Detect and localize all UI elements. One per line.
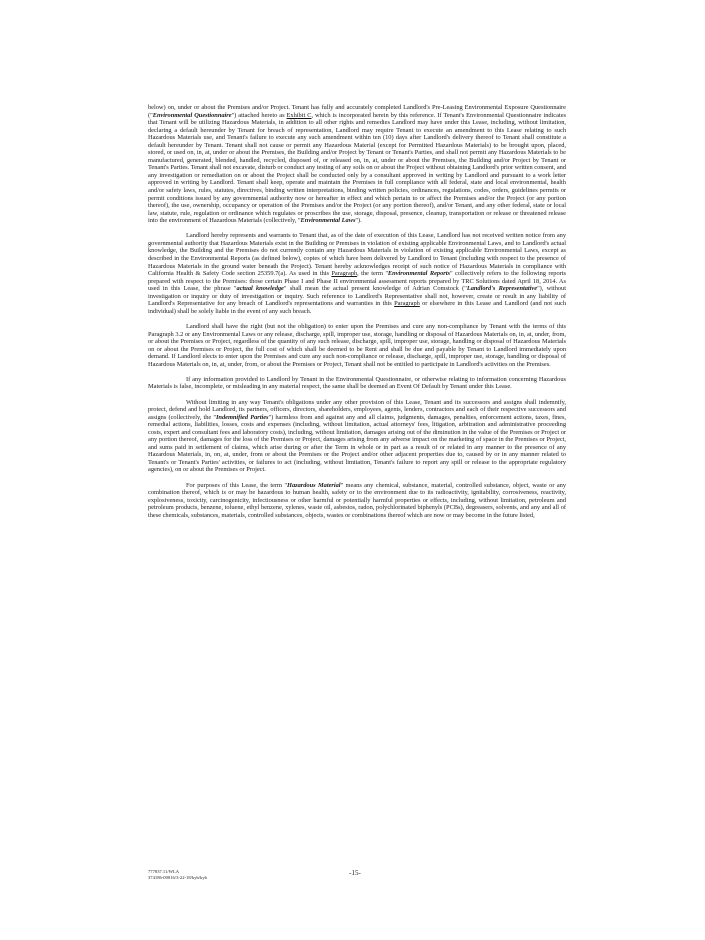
document-id-line: 777837.11/WLA	[148, 869, 180, 874]
paragraph-false-information: If any information provided to Landlord by Tenant in the Environmental Questionnaire, or otherwise relating to information concerning Hazardous Materials is false, incomplete, or misleading in any material respect, the same shall be deemed an Event Of Default by Tenant under this Lease.	[148, 375, 566, 391]
defined-term: Environmental Questionnaire	[152, 111, 232, 119]
paragraph-indemnification: Without limiting in any way Tenant's obligations under any other provision of this Lease, Tenant and its successors and assigns shall indemnify, protect, defend and hold Landlord, its partners, officers, directors, shareholders, employees, agents, lenders, contractors and each of their respective successors and assigns (collectively, the "Indemnified Parties") harmless from and against any and all claims, judgments, damages, penalties, enforcement actions, taxes, fines, remedial actions, liabilities, losses, costs and expenses (including, without limitation, actual attorneys' fees, litigation, arbitration and administrative proceeding costs, expert and consultant fees and laboratory costs), including, without limitation, damages arising out of the diminution in the value of the Premises or Project or any portion thereof, damages for the loss of the Premises or Project, damages arising from any adverse impact on the marketing of space in the Premises or Project, and sums paid in settlement of claims, which arise during or after the Term in whole or in part as a result of or related in any manner to the presence of any Hazardous Materials, in, on, at, under, from or about the Premises or the Project and/or other adjacent properties due to, caused by or in any manner related to Tenant's or Tenant's Parties' activities, or failures to act (including, without limitation, Tenant's failure to report any spill or release to the appropriate regulatory agencies), on or about the Premises or Project.	[148, 398, 566, 474]
defined-term: Environmental Laws	[300, 217, 356, 225]
exhibit-c-reference: Exhibit C	[286, 111, 312, 119]
paragraph-environmental-laws: below) on, under or about the Premises and/or Project. Tenant has fully and accurately completed Landlord's Pre-Leasing Environmental Exposure Questionnaire ("Environmental Questionnaire") attached hereto as Exhibit C, which is incorporated herein by this reference. If Tenant's Environmental Questionnaire indicates that Tenant will be utilizing Hazardous Materials, in addition to all other rights and remedies Landlord may have under this Lease, including, without limitation, declaring a default hereunder by Tenant for breach of representation, Landlord may require Tenant to execute an amendment to this Lease relating to such Hazardous Materials use, and Tenant's failure to execute any such amendment within ten (10) days after Landlord's delivery thereof to Tenant shall constitute a default hereunder by Tenant. Tenant shall not cause or permit any Hazardous Material (except for Permitted Hazardous Materials) to be brought upon, placed, stored, or used on, in, at, under or about the Premises, the Building and/or Project by Tenant or Tenant's Parties, and shall not permit any Hazardous Materials to be manufactured, generated, blended, handled, recycled, disposed of, or released on, in, at, under or about the Premises, the Building and/or Project by Tenant or Tenant's Parties. Tenant shall not excavate, disturb or conduct any testing of any soils on or about the Project without obtaining Landlord's prior written consent, and any investigation or remediation on or about the Project shall be conducted only by a consultant approved in writing by Landlord and pursuant to a work letter approved in writing by Landlord. Tenant shall keep, operate and maintain the Premises in full compliance with all federal, state and local environmental, health and/or safety laws, rules, statutes, directives, binding written interpretations, binding written policies, ordinances, regulations, codes, orders, guidelines permits or permit conditions issued by any governmental authority now or hereafter in effect and which pertain to or affect the Premises and/or the Project (or any portion thereof), the use, ownership, occupancy or operation of the Premises and/or the Project (or any portion thereof), and/or Tenant, and any other federal, state or local law, statute, rule, regulation or ordinance which regulates or proscribes the use, storage, disposal, presence, cleanup, transportation or release or threatened release into the environment of Hazardous Materials (collectively, "Environmental Laws").	[148, 104, 566, 225]
paragraph-hazardous-material-definition: For purposes of this Lease, the term "Hazardous Material" means any chemical, substance, material, controlled substance, object, waste or any combination thereof, which is or may be hazardous to human health, safety or to the environment due to its radioactivity, ignitability, corrosiveness, reactivity, explosiveness, toxicity, carcinogenicity, infectiousness or other harmful or potentially harmful properties or effects, including, without limitation, petroleum and petroleum products, benzene, toluene, ethyl benzene, xylenes, waste oil, asbestos, radon, polychlorinated biphenyls (PCBs), degreasers, solvents, and any and all of these chemicals, substances, materials, controlled substances, objects, wastes or combinations thereof which are now or may become in the future listed,	[148, 481, 567, 519]
defined-term: Environmental Reports	[387, 270, 450, 278]
lease-body-text	[148, 104, 566, 527]
document-id	[148, 869, 207, 880]
paragraph-landlord-cure-right: Landlord shall have the right (but not the obligation) to enter upon the Premises and cure any non-compliance by Tenant with the terms of this Paragraph 3.2 or any Environmental Laws or any release, discharge, spill, improper use, storage, handling or disposal of Hazardous Materials on, in, at, under, from, or about the Premises or Project, regardless of the quantity of any such release, discharge, spill, improper use, storage, handling or disposal of Hazardous Materials on or about the Premises or Project, the full cost of which shall be deemed to be Rent and shall be due and payable by Tenant to Landlord immediately upon demand. If Landlord elects to enter upon the Premises and cure any such non-compliance or release, discharge, spill, improper use, storage, handling or disposal of Hazardous Materials on, in, at, under, from, or about the Premises or Project, Tenant shall not be entitled to participate in Landlord's activities on the Premises.	[148, 322, 566, 368]
document-id-line: 374186-00016/3-22-18/kyb/kyb	[148, 874, 207, 880]
defined-term: Indemnified Parties	[215, 413, 269, 421]
defined-term: Landlord's Representative	[466, 285, 538, 293]
paragraph-reference: Paragraph	[394, 300, 420, 308]
paragraph-landlord-representations: Landlord hereby represents and warrants to Tenant that, as of the date of execution of this Lease, Landlord has not received written notice from any governmental authority that Hazardous Materials exist in the Building or Premises in violation of existing applicable Environmental Laws, and to Landlord's actual knowledge, the Building and the Premises do not currently contain any Hazardous Materials in violation of existing applicable Environmental Laws, except as described in the Environmental Reports (as defined below), copies of which have been delivered by Landlord to Tenant (including with respect to the presence of Hazardous Materials in the ground water beneath the Project). Tenant hereby acknowledges receipt of such notice of Hazardous Materials in compliance with California Health & Safety Code section 25359.7(a). As used in this Paragraph, the term "Environmental Reports" collectively refers to the following reports prepared with respect to the Premises: those certain Phase I and Phase II environmental assessment reports prepared by TRC Solutions dated April 18, 2014. As used in this Lease, the phrase "actual knowledge" shall mean the actual present knowledge of Adrian Comstock ("Landlord's Representative"), without investigation or inquiry or duty of investigation or inquiry. Such reference to Landlord's Representative shall not, however, create or result in any liability of Landlord's Representative for any breach of Landlord's representations and warranties in this Paragraph or elsewhere in this Lease and Landlord (and not such individual) shall be solely liable in the event of any such breach.	[148, 232, 567, 315]
defined-term: actual knowledge	[236, 285, 284, 293]
paragraph-reference: Paragraph	[331, 270, 358, 278]
defined-term: Hazardous Material	[287, 481, 341, 489]
page-number: -15-	[349, 869, 361, 877]
